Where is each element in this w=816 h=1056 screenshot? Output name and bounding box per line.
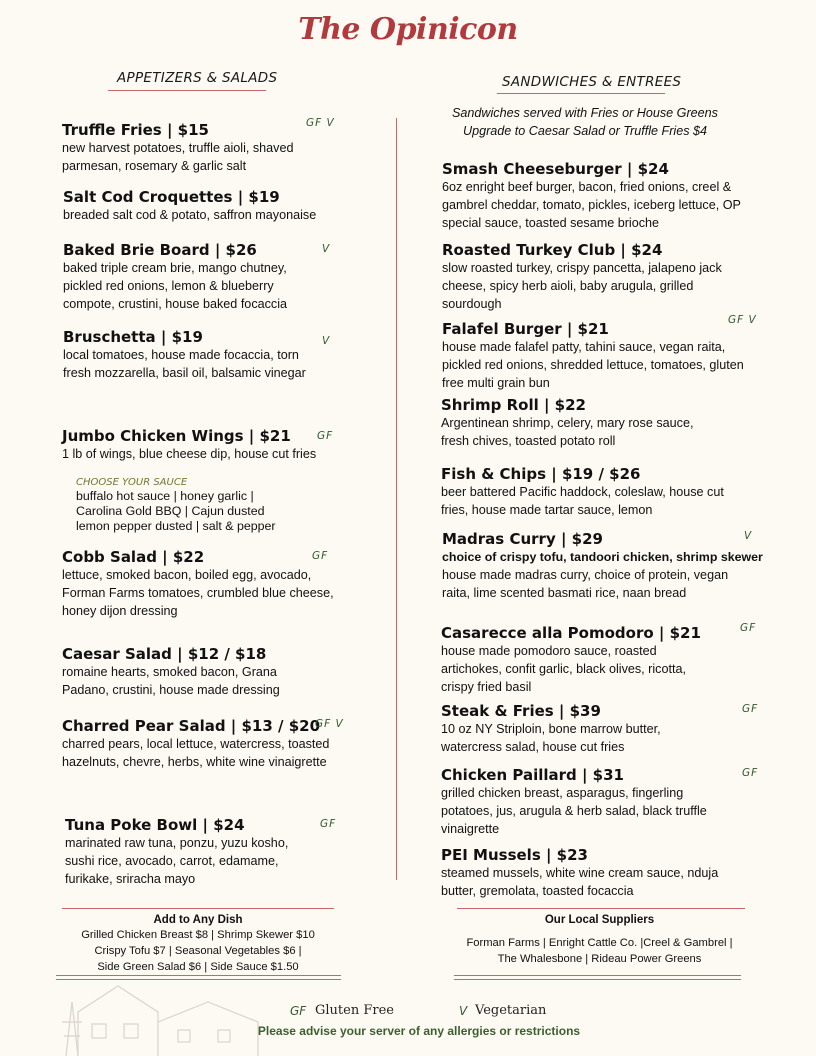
entrees-underline [497, 93, 665, 94]
suppliers-line: Forman Farms | Enright Cattle Co. |Creel & Gambrel | [466, 937, 733, 949]
item-name: Truffle Fries | $15 [62, 121, 209, 139]
menu-item [441, 624, 716, 696]
menu-item [441, 396, 711, 450]
add-to-dish-title: Add to Any Dish [153, 914, 243, 926]
sides-note [420, 105, 750, 140]
suppliers-line: The Whalesbone | Rideau Power Greens [497, 953, 702, 965]
item-description: lettuce, smoked bacon, boiled egg, avocado, Forman Farms tomatoes, crumbled blue cheese, honey dijon dressing [62, 568, 334, 618]
column-divider [396, 118, 397, 880]
choose-sauce-label: CHOOSE YOUR SAUCE [76, 477, 188, 488]
add-box-bottom-rule-2 [56, 979, 341, 980]
dietary-tags: GF [317, 430, 334, 442]
menu-item [62, 717, 337, 771]
curry-protein-choice: choice of crispy tofu, tandoori chicken, shrimp skewer [442, 550, 763, 564]
item-description: breaded salt cod & potato, saffron mayonaise [63, 208, 317, 222]
suppliers-bottom-rule-2 [454, 979, 741, 980]
menu-item [62, 548, 334, 620]
menu-item [62, 121, 337, 175]
menu-item [442, 241, 752, 313]
item-description: romaine hearts, smoked bacon, Grana Padano, crustini, house made dressing [62, 665, 280, 697]
item-name: Caesar Salad | $12 / $18 [62, 645, 267, 663]
appetizers-underline [108, 90, 266, 91]
dietary-tags: V [744, 530, 753, 542]
menu-item [442, 530, 787, 602]
allergy-advisory: Please advise your server of any allergies or restrictions [257, 1024, 581, 1038]
item-description: local tomatoes, house made focaccia, torn fresh mozzarella, basil oil, balsamic vinegar [63, 348, 306, 380]
menu-item [62, 645, 307, 699]
dietary-tags: GF V [315, 718, 344, 730]
restaurant-logo: The Opinicon [298, 12, 518, 47]
item-name: Jumbo Chicken Wings | $21 [62, 427, 291, 445]
item-description: grilled chicken breast, asparagus, fingerling potatoes, jus, arugula & herb salad, black truffle vinaigrette [441, 786, 707, 836]
add-to-dish-box [62, 914, 334, 975]
item-name: Falafel Burger | $21 [442, 320, 609, 338]
dietary-tags: GF [320, 818, 337, 830]
add-box-bottom-rule [56, 975, 341, 976]
item-description: marinated raw tuna, ponzu, yuzu kosho, sushi rice, avocado, carrot, edamame, furikake, sriracha mayo [65, 836, 289, 886]
sides-note-line1: Sandwiches served with Fries or House Greens [452, 106, 718, 120]
dietary-tags: GF V [728, 314, 757, 326]
menu-item [63, 188, 343, 224]
sides-note-line2: Upgrade to Caesar Salad or Truffle Fries $4 [462, 123, 708, 138]
item-description: 1 lb of wings, blue cheese dip, house cut fries [62, 447, 317, 461]
item-description: Argentinean shrimp, celery, mary rose sauce, fresh chives, toasted potato roll [441, 416, 694, 448]
item-description: steamed mussels, white wine cream sauce, nduja butter, gremolata, toasted focaccia [441, 866, 719, 898]
lodge-sketch-illustration [58, 972, 268, 1056]
add-line: Side Green Salad $6 | Side Sauce $1.50 [97, 961, 299, 973]
item-description: baked triple cream brie, mango chutney, pickled red onions, lemon & blueberry compote, crustini, house baked focaccia [63, 261, 288, 311]
add-line: Grilled Chicken Breast $8 | Shrimp Skewer $10 [81, 929, 315, 941]
suppliers-title: Our Local Suppliers [544, 914, 655, 926]
dietary-tags: GF [742, 703, 759, 715]
item-name: Salt Cod Croquettes | $19 [63, 188, 280, 206]
item-description: house made falafel patty, tahini sauce, vegan raita, pickled red onions, shredded lettuce, tomatoes, gluten free multi grain bun [442, 340, 744, 390]
item-name: Steak & Fries | $39 [441, 702, 601, 720]
item-description: slow roasted turkey, crispy pancetta, jalapeno jack cheese, spicy herb aioli, baby arugula, grilled sourdough [442, 261, 722, 311]
dietary-tags: GF [312, 550, 329, 562]
sauce-options: buffalo hot sauce | honey garlic | Carolina Gold BBQ | Cajun dusted lemon pepper dusted | salt & pepper [76, 489, 276, 533]
menu-item [63, 241, 313, 313]
item-name: Shrimp Roll | $22 [441, 396, 586, 414]
dietary-tags: V [322, 243, 331, 255]
menu-item [65, 816, 315, 888]
menu-item [441, 465, 741, 519]
menu-item [442, 320, 752, 392]
menu-item [442, 160, 762, 232]
item-name: Fish & Chips | $19 / $26 [441, 465, 641, 483]
suppliers-bottom-rule [454, 975, 741, 976]
suppliers-box [452, 914, 747, 967]
menu-item [441, 846, 721, 900]
dietary-tags: V [322, 335, 331, 347]
item-name: Bruschetta | $19 [63, 328, 203, 346]
entrees-header: SANDWICHES & ENTREES [502, 74, 682, 90]
menu-item [441, 702, 716, 756]
menu-item [63, 328, 313, 382]
item-description: charred pears, local lettuce, watercress, toasted hazelnuts, chevre, herbs, white wine vinaigrette [62, 737, 330, 769]
item-name: Baked Brie Board | $26 [63, 241, 257, 259]
item-name: Tuna Poke Bowl | $24 [65, 816, 245, 834]
item-name: Charred Pear Salad | $13 / $20 [62, 717, 321, 735]
dietary-tags: GF [740, 622, 757, 634]
item-name: Madras Curry | $29 [442, 530, 603, 548]
item-name: Cobb Salad | $22 [62, 548, 205, 566]
item-description: beer battered Pacific haddock, coleslaw, house cut fries, house made tartar sauce, lemon [441, 485, 724, 517]
item-description: house made madras curry, choice of protein, vegan raita, lime scented basmati rice, naan bread [442, 568, 729, 600]
add-box-top-rule [62, 908, 334, 909]
dietary-tags: GF V [306, 117, 335, 129]
item-name: Smash Cheeseburger | $24 [442, 160, 669, 178]
item-name: Casarecce alla Pomodoro | $21 [441, 624, 701, 642]
appetizers-header: APPETIZERS & SALADS [117, 70, 278, 86]
dietary-tags: GF [742, 767, 759, 779]
suppliers-top-rule [457, 908, 745, 909]
item-description: 10 oz NY Striploin, bone marrow butter, watercress salad, house cut fries [441, 722, 661, 754]
item-name: PEI Mussels | $23 [441, 846, 588, 864]
gluten-free-mark: GF [290, 1004, 307, 1018]
item-description: 6oz enright beef burger, bacon, fried onions, creel & gambrel cheddar, tomato, pickles, iceberg lettuce, OP special sauce, toasted sesame brioche [442, 180, 741, 230]
gluten-free-label: Gluten Free [315, 1003, 394, 1018]
item-name: Chicken Paillard | $31 [441, 766, 624, 784]
menu-item [62, 427, 317, 463]
vegetarian-label: Vegetarian [475, 1003, 547, 1018]
menu-item [441, 766, 731, 838]
item-description: new harvest potatoes, truffle aioli, shaved parmesan, rosemary & garlic salt [62, 141, 294, 173]
item-description: house made pomodoro sauce, roasted artichokes, confit garlic, black olives, ricotta, crispy fried basil [441, 644, 686, 694]
vegetarian-mark: V [459, 1004, 468, 1018]
add-line: Crispy Tofu $7 | Seasonal Vegetables $6 | [94, 945, 302, 957]
item-name: Roasted Turkey Club | $24 [442, 241, 663, 259]
